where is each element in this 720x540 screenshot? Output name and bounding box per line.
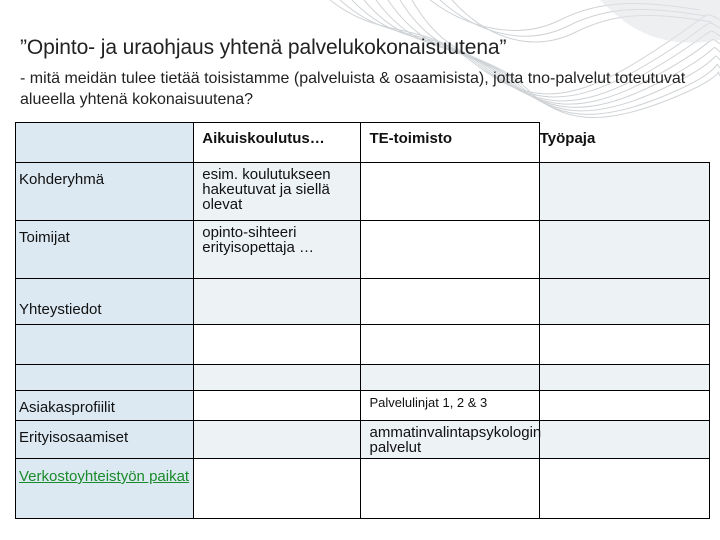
cell-kohderyhma-te bbox=[361, 163, 539, 221]
table-row-spacer bbox=[16, 365, 710, 391]
cell-toimijat-te bbox=[361, 221, 539, 279]
header-te-toimisto: TE-toimisto bbox=[361, 123, 539, 163]
cell-asiakasprofiilit-tyopaja bbox=[539, 391, 709, 421]
table-row bbox=[16, 163, 710, 221]
table-row bbox=[16, 279, 710, 325]
cell-kohderyhma-aikuis: esim. koulutukseen hakeutuvat ja siellä olevat bbox=[194, 163, 361, 221]
header-cell-empty bbox=[16, 123, 194, 163]
decorative-ribbon-graphic bbox=[0, 0, 720, 130]
table-row bbox=[16, 391, 710, 421]
cell-spacer-tyopaja bbox=[539, 325, 709, 365]
cell-toimijat-aikuis: opinto-sihteeri erityisopettaja … bbox=[194, 221, 361, 279]
cell-erityisosaamiset-te: ammatinvalintapsykologin palvelut bbox=[361, 421, 539, 459]
cell-erityisosaamiset-tyopaja bbox=[539, 421, 709, 459]
row-label-yhteystiedot: Yhteystiedot bbox=[16, 279, 194, 325]
verkostoyhteistyon-paikat-link[interactable]: Verkostoyhteistyön paikat bbox=[19, 468, 190, 485]
cell-kohderyhma-tyopaja bbox=[539, 163, 709, 221]
services-comparison-table bbox=[15, 122, 710, 519]
cell-spacer2-tyopaja bbox=[539, 365, 709, 391]
cell-verkosto-tyopaja bbox=[539, 459, 709, 519]
cell-asiakasprofiilit-te: Palvelulinjat 1, 2 & 3 bbox=[361, 391, 539, 421]
cell-yhteystiedot-te bbox=[361, 279, 539, 325]
cell-asiakasprofiilit-aikuis bbox=[194, 391, 361, 421]
slide-title: ”Opinto- ja uraohjaus yhtenä palvelukokonaisuutena” bbox=[20, 36, 507, 59]
table-header-row bbox=[16, 123, 710, 163]
table-row bbox=[16, 459, 710, 519]
cell-spacer-te bbox=[361, 325, 539, 365]
row-label-erityisosaamiset: Erityisosaamiset bbox=[16, 421, 194, 459]
row-label-kohderyhma: Kohderyhmä bbox=[16, 163, 194, 221]
table-row bbox=[16, 421, 710, 459]
cell-toimijat-tyopaja bbox=[539, 221, 709, 279]
header-aikuiskoulutus: Aikuiskoulutus… bbox=[194, 123, 361, 163]
row-label-asiakasprofiilit: Asiakasprofiilit bbox=[16, 391, 194, 421]
row-label-verkostoyhteistyon-paikat bbox=[16, 459, 194, 519]
cell-erityisosaamiset-aikuis bbox=[194, 421, 361, 459]
cell-spacer2-label bbox=[16, 365, 194, 391]
cell-spacer-aikuis bbox=[194, 325, 361, 365]
table-row-spacer bbox=[16, 325, 710, 365]
cell-verkosto-aikuis bbox=[194, 459, 361, 519]
cell-spacer2-te bbox=[361, 365, 539, 391]
header-tyopaja-label: Työpaja bbox=[539, 129, 596, 147]
header-tyopaja bbox=[539, 123, 709, 163]
slide-subtitle: - mitä meidän tulee tietää toisistamme (palveluista & osaamisista), jotta tno-palvelut toteutuvat alueella yhtenä kokonaisuutena? bbox=[20, 70, 686, 108]
cell-spacer-label bbox=[16, 325, 194, 365]
row-label-toimijat: Toimijat bbox=[16, 221, 194, 279]
table-row bbox=[16, 221, 710, 279]
cell-verkosto-te bbox=[361, 459, 539, 519]
cell-yhteystiedot-tyopaja bbox=[539, 279, 709, 325]
cell-spacer2-aikuis bbox=[194, 365, 361, 391]
cell-yhteystiedot-aikuis bbox=[194, 279, 361, 325]
